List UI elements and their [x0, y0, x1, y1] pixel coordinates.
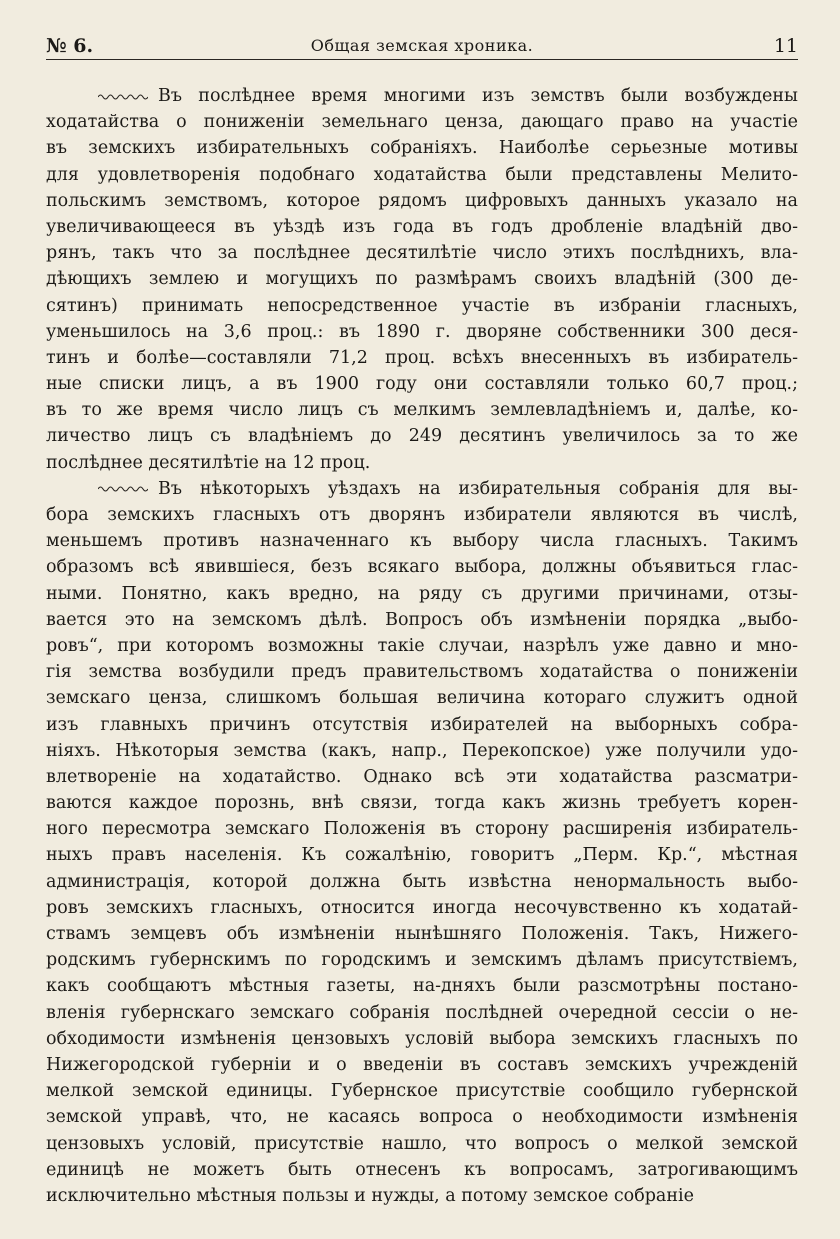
- text-line: рянъ, такъ что за послѣднее десятилѣтiе число этихъ послѣднихъ, вла-: [46, 243, 798, 264]
- text-line: ные списки лицъ, а въ 1900 году они составляли только 60,7 проц.;: [46, 374, 798, 395]
- paragraph-wave-dash: [98, 92, 148, 102]
- text-line: цензовыхъ условiй, присутствiе нашло, что вопросъ о мелкой земской: [46, 1133, 798, 1154]
- text-line: меньшемъ противъ назначеннаго къ выбору числа гласныхъ. Такимъ: [46, 531, 798, 552]
- text-line: какъ сообщаютъ мѣстныя газеты, на-дняхъ были разсмотрѣны постано-: [46, 976, 798, 997]
- text-line: обходимости измѣненiя цензовыхъ условiй выбора земскихъ гласныхъ по: [46, 1028, 798, 1049]
- issue-number: № 6.: [46, 35, 94, 57]
- text-line: мелкой земской единицы. Губернское присутствiе сообщило губернской: [46, 1081, 798, 1102]
- text-line: въ земскихъ избирательныхъ собранiяхъ. Наиболѣе серьезные мотивы: [46, 138, 798, 159]
- page-number: 11: [773, 35, 798, 57]
- text-line: для удовлетворенiя подобнаго ходатайства были представлены Мелито-: [46, 164, 798, 185]
- paragraph-wave-dash: [98, 484, 148, 494]
- text-line: ного пересмотра земскаго Положенiя въ сторону расширенiя избиратель-: [46, 819, 798, 840]
- header-rule: [46, 59, 798, 60]
- text-line: единицѣ не можетъ быть отнесенъ къ вопросамъ, затрогивающимъ: [46, 1159, 798, 1180]
- text-line: администрацiя, которой должна быть извѣстна ненормальность выбо-: [46, 871, 798, 892]
- text-line: ными. Понятно, какъ вредно, на ряду съ другими причинами, отзы-: [46, 583, 798, 604]
- text-line: земской управѣ, что, не касаясь вопроса о необходимости измѣненiя: [46, 1107, 798, 1128]
- text-line: изъ главныхъ причинъ отсутствiя избирателей на выборныхъ собра-: [46, 714, 798, 735]
- text-line: Нижегородской губернiи и о введенiи въ составъ земскихъ учрежденiй: [46, 1054, 798, 1075]
- text-line: дѣющихъ землею и могущихъ по размѣрамъ своихъ владѣнiй (300 де-: [46, 269, 798, 290]
- text-line: земскаго ценза, слишкомъ большая величина котораго служитъ одной: [46, 688, 798, 709]
- text-line: ровъ“, при которомъ возможны такiе случаи, назрѣлъ уже давно и мно-: [46, 635, 798, 656]
- running-header: [46, 34, 798, 58]
- text-line: исключительно мѣстныя пользы и нужды, а потому земское собранiе: [46, 1185, 694, 1206]
- text-line: гiя земства возбудили предъ правительствомъ ходатайства о пониженiи: [46, 662, 798, 683]
- text-line: родскимъ губернскимъ по городскимъ и земскимъ дѣламъ присутствiемъ,: [46, 950, 798, 971]
- text-line: вается это на земскомъ дѣлѣ. Вопросъ объ измѣненiи порядка „выбо-: [46, 609, 798, 630]
- section-title: Общая земская хроника.: [310, 36, 534, 55]
- text-line-content: Въ нѣкоторыхъ уѣздахъ на избирательныя собранiя для вы-: [158, 478, 798, 499]
- text-line: образомъ всѣ явившiеся, безъ всякаго выбора, должны объявиться глас-: [46, 557, 798, 578]
- text-line: уменьшилось на 3,6 проц.: въ 1890 г. дворяне собственники 300 деся-: [46, 321, 798, 342]
- text-line: влетворенiе на ходатайство. Однако всѣ эти ходатайства разсматри-: [46, 766, 798, 787]
- text-line: вленiя губернскаго земскаго собранiя послѣдней очередной сессiи о не-: [46, 1002, 798, 1023]
- text-line: [46, 476, 798, 502]
- text-line: ваются каждое порознь, внѣ связи, тогда какъ жизнь требуетъ корен-: [46, 793, 798, 814]
- text-line: бора земскихъ гласныхъ отъ дворянъ избиратели являются въ числѣ,: [46, 505, 798, 525]
- text-line: тинъ и болѣе—составляли 71,2 проц. всѣхъ внесенныхъ въ избиратель-: [46, 347, 798, 368]
- text-line: въ то же время число лицъ съ мелкимъ землевладѣнiемъ и, далѣе, ко-: [46, 400, 798, 421]
- text-line: сятинъ) принимать непосредственное участiе въ избранiи гласныхъ,: [46, 295, 798, 316]
- article-body: [46, 83, 798, 1209]
- text-line: увеличивающееся въ уѣздѣ изъ года въ годъ дробленiе владѣнiй дво-: [46, 216, 798, 237]
- text-line: ствамъ земцевъ объ измѣненiи нынѣшняго Положенiя. Такъ, Нижего-: [46, 924, 798, 944]
- text-line: послѣднее десятилѣтiе на 12 проц.: [46, 452, 371, 473]
- text-line-content: Въ послѣднее время многими изъ земствъ были возбуждены: [158, 86, 798, 106]
- text-line: личество лицъ съ владѣнiемъ до 249 десятинъ увеличилось за то же: [46, 426, 798, 447]
- text-line: [46, 83, 798, 109]
- text-line: ныхъ правъ населенiя. Къ сожалѣнiю, говоритъ „Перм. Кр.“, мѣстная: [46, 845, 798, 866]
- text-line: ходатайства о пониженiи земельнаго ценза, дающаго право на участiе: [46, 112, 798, 133]
- text-line: нiяхъ. Нѣкоторыя земства (какъ, напр., Перекопское) уже получили удо-: [46, 740, 798, 761]
- text-line: ровъ земскихъ гласныхъ, относится иногда несочувственно къ ходатай-: [46, 897, 798, 918]
- text-line: польскимъ земствомъ, которое рядомъ цифровыхъ данныхъ указало на: [46, 190, 798, 211]
